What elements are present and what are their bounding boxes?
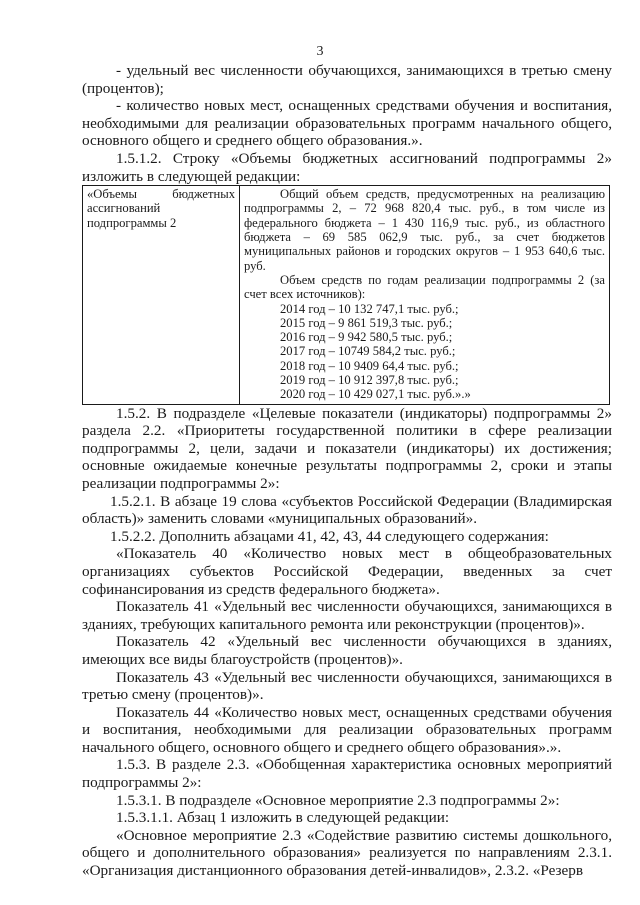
table-cell-label: «Объемы бюджетных ассигнований подпрограммы 2 — [83, 186, 240, 404]
paragraph-indicator-44: Показатель 44 «Количество новых мест, оснащенных средствами обучения и воспитания, необходимыми для реализации образовательных программ начального общего, основного общего и среднего общего образования».». — [82, 703, 612, 756]
paragraph-activity-2-3: «Основное мероприятие 2.3 «Содействие развитию системы дошкольного, общего и дополнительного образования» реализуется по направлениям 2.3.1. «Организация дистанционного образования детей-инвалидов», 2.3.2. «Резерв — [82, 826, 612, 880]
paragraph-indicator-40: «Показатель 40 «Количество новых мест в общеобразовательных организациях субъектов Российской Федерации, введенных за счет софинансирования из средств федерального бюджета». — [82, 545, 612, 598]
paragraph-1-5-2-2: 1.5.2.2. Дополнить абзацами 41, 42, 43, 44 следующего содержания: — [110, 527, 549, 545]
total-funding-text: Общий объем средств, предусмотренных на реализацию подпрограммы 2, – 72 968 820,4 тыс. руб., в том числе из федерального бюджета – 1 430 116,9 тыс. руб., из областного бюджета – 69 585 062,9 тыс. руб., за счет бюджетов муниципальных районов и городских округов – 1 953 640,6 тыс. руб. — [244, 187, 605, 273]
paragraph-1-5-2-1: 1.5.2.1. В абзаце 19 слова «субъектов Российской Федерации (Владимирская область)» заменить словами «муниципальных образований». — [82, 492, 612, 528]
paragraph-1-5-3-1: 1.5.3.1. В подразделе «Основное мероприятие 2.3 подпрограммы 2»: — [116, 791, 560, 809]
page-number: 3 — [316, 44, 324, 59]
year-2019-amount: 2019 год – 10 912 397,8 тыс. руб.; — [280, 373, 459, 388]
paragraph-1-5-1-2: 1.5.1.2. Строку «Объемы бюджетных ассигнований подпрограммы 2» изложить в следующей редакции: — [82, 149, 612, 185]
document-body — [82, 62, 612, 880]
paragraph-indicator-41: Показатель 41 «Удельный вес численности обучающихся, занимающихся в зданиях, требующих капитального ремонта или реконструкции (процентов)». — [82, 598, 612, 633]
paragraph-indicator-third-shift: - удельный вес численности обучающихся, занимающихся в третью смену (процентов); — [82, 62, 612, 97]
table-cell-content — [240, 186, 610, 404]
year-2015-amount: 2015 год – 9 861 519,3 тыс. руб.; — [280, 315, 453, 330]
year-2018-amount: 2018 год – 10 9409 64,4 тыс. руб.; — [280, 358, 459, 373]
paragraph-1-5-3-1-1: 1.5.3.1.1. Абзац 1 изложить в следующей редакции: — [116, 809, 450, 827]
funding-by-year-intro: Объем средств по годам реализации подпрограммы 2 (за счет всех источников): — [244, 272, 605, 302]
year-2016-amount: 2016 год – 9 942 580,5 тыс. руб.; — [280, 330, 453, 345]
year-2017-amount: 2017 год – 10749 584,2 тыс. руб.; — [280, 344, 456, 359]
year-2014-amount: 2014 год – 10 132 747,1 тыс. руб.; — [280, 301, 459, 316]
budget-allocations-table — [82, 185, 610, 404]
paragraph-1-5-2: 1.5.2. В подразделе «Целевые показатели (индикаторы) подпрограммы 2» раздела 2.2. «Приоритеты государственной политики в сфере реализации подпрограммы 2, цели, задачи и показатели (индикаторы) их достижения; основные ожидаемые конечные результаты подпрограммы 2, сроки и этапы реализации подпрограммы 2»: — [82, 404, 612, 492]
paragraph-indicator-new-places: - количество новых мест, оснащенных средствами обучения и воспитания, необходимыми для реализации образовательных программ начального общего, основного общего и среднего общего образования.». — [82, 97, 612, 150]
paragraph-indicator-43: Показатель 43 «Удельный вес численности обучающихся, занимающихся в третью смену (процентов)». — [82, 668, 612, 704]
year-2020-amount: 2020 год – 10 429 027,1 тыс. руб.».» — [280, 387, 471, 402]
paragraph-indicator-42: Показатель 42 «Удельный вес численности обучающихся в зданиях, имеющих все виды благоустройств (процентов)». — [82, 633, 612, 668]
table-row — [83, 186, 610, 404]
paragraph-1-5-3: 1.5.3. В разделе 2.3. «Обобщенная характеристика основных мероприятий подпрограммы 2»: — [82, 756, 612, 792]
